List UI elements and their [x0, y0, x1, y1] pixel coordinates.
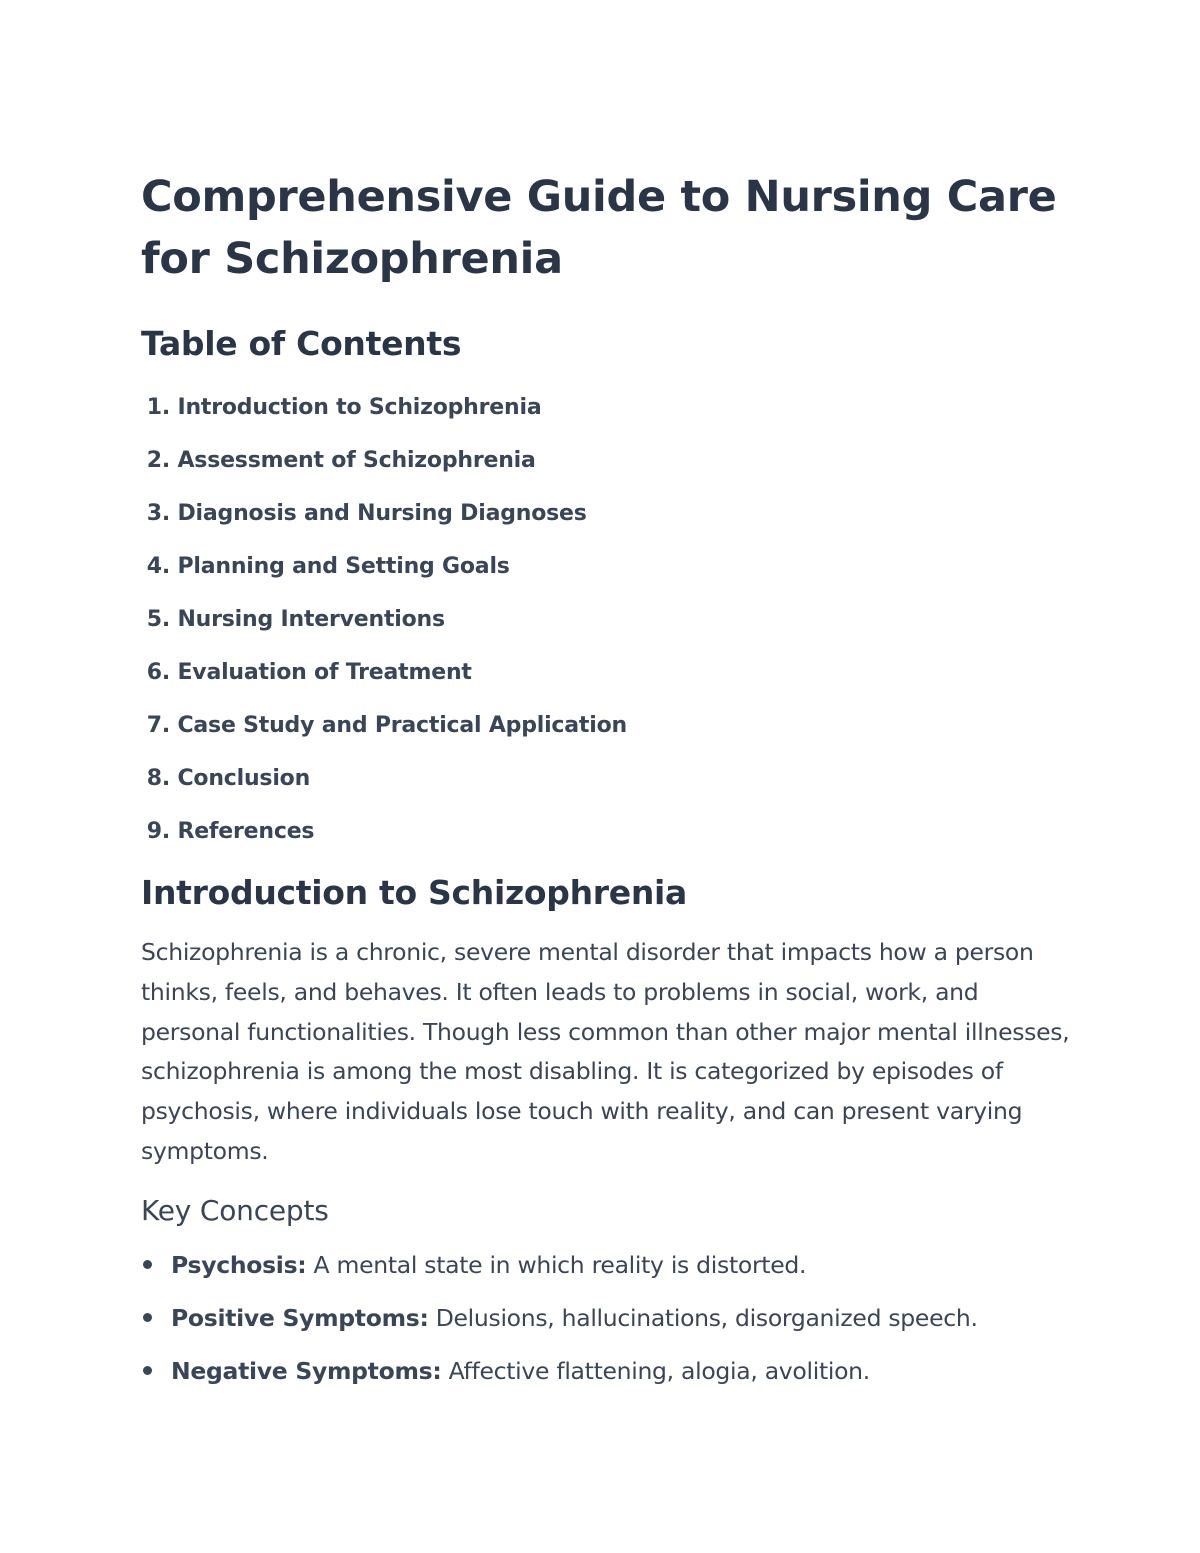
- toc-item[interactable]: [141, 500, 1071, 553]
- toc-item-label: References: [177, 819, 315, 844]
- toc-item-number: 1.: [146, 395, 170, 420]
- toc-item-label: Diagnosis and Nursing Diagnoses: [177, 501, 587, 526]
- toc-item[interactable]: [141, 818, 1071, 871]
- toc-item[interactable]: [141, 606, 1071, 659]
- toc-item-label: Introduction to Schizophrenia: [177, 395, 542, 420]
- toc-item[interactable]: [141, 447, 1071, 500]
- toc-item-number: 3.: [146, 501, 170, 526]
- toc-item-label: Evaluation of Treatment: [177, 660, 472, 685]
- toc-item-number: 7.: [146, 713, 170, 738]
- toc-item-label: Planning and Setting Goals: [177, 554, 510, 579]
- toc-item[interactable]: [141, 765, 1071, 818]
- list-item: [141, 1250, 1071, 1303]
- concept-description: Affective flattening, alogia, avolition.: [441, 1356, 870, 1385]
- concept-description: Delusions, hallucinations, disorganized speech.: [428, 1303, 978, 1332]
- toc-item-number: 5.: [146, 607, 170, 632]
- list-item: [141, 1356, 1071, 1409]
- toc-item[interactable]: [141, 394, 1071, 447]
- toc-item-number: 6.: [146, 660, 170, 685]
- toc-item[interactable]: [141, 553, 1071, 606]
- toc-item[interactable]: [141, 659, 1071, 712]
- toc-item-label: Conclusion: [177, 766, 311, 791]
- section-heading-introduction: Introduction to Schizophrenia: [141, 873, 688, 912]
- bullet-icon: [143, 1366, 152, 1375]
- concept-term: Psychosis:: [171, 1250, 307, 1279]
- document-page: [141, 166, 1071, 1409]
- toc-item-number: 4.: [146, 554, 170, 579]
- toc-item-label: Assessment of Schizophrenia: [177, 448, 536, 473]
- toc-item-number: 9.: [146, 819, 170, 844]
- toc-item-label: Nursing Interventions: [177, 607, 445, 632]
- table-of-contents: [141, 394, 1071, 871]
- bullet-icon: [143, 1313, 152, 1322]
- toc-item-label: Case Study and Practical Application: [177, 713, 627, 738]
- intro-paragraph: Schizophrenia is a chronic, severe mental disorder that impacts how a person thinks, feels, and behaves. It often leads to problems in social, work, and personal functionalities. Though less common than other major mental illnesses, schizophrenia is among the most disabling. It is categorized by episodes of psychosis, where individuals lose touch with reality, and can present varying symptoms.: [141, 938, 1070, 1165]
- key-concepts-list: [141, 1250, 1071, 1409]
- toc-item[interactable]: [141, 712, 1071, 765]
- key-concepts-heading: Key Concepts: [141, 1193, 329, 1227]
- concept-term: Negative Symptoms:: [171, 1356, 442, 1385]
- concept-term: Positive Symptoms:: [171, 1303, 429, 1332]
- document-title: Comprehensive Guide to Nursing Care for Schizophrenia: [141, 172, 1057, 284]
- list-item: [141, 1303, 1071, 1356]
- toc-heading: Table of Contents: [141, 324, 462, 363]
- toc-item-number: 2.: [146, 448, 170, 473]
- concept-description: A mental state in which reality is distorted.: [306, 1250, 807, 1279]
- toc-item-number: 8.: [146, 766, 170, 791]
- bullet-icon: [143, 1260, 152, 1269]
